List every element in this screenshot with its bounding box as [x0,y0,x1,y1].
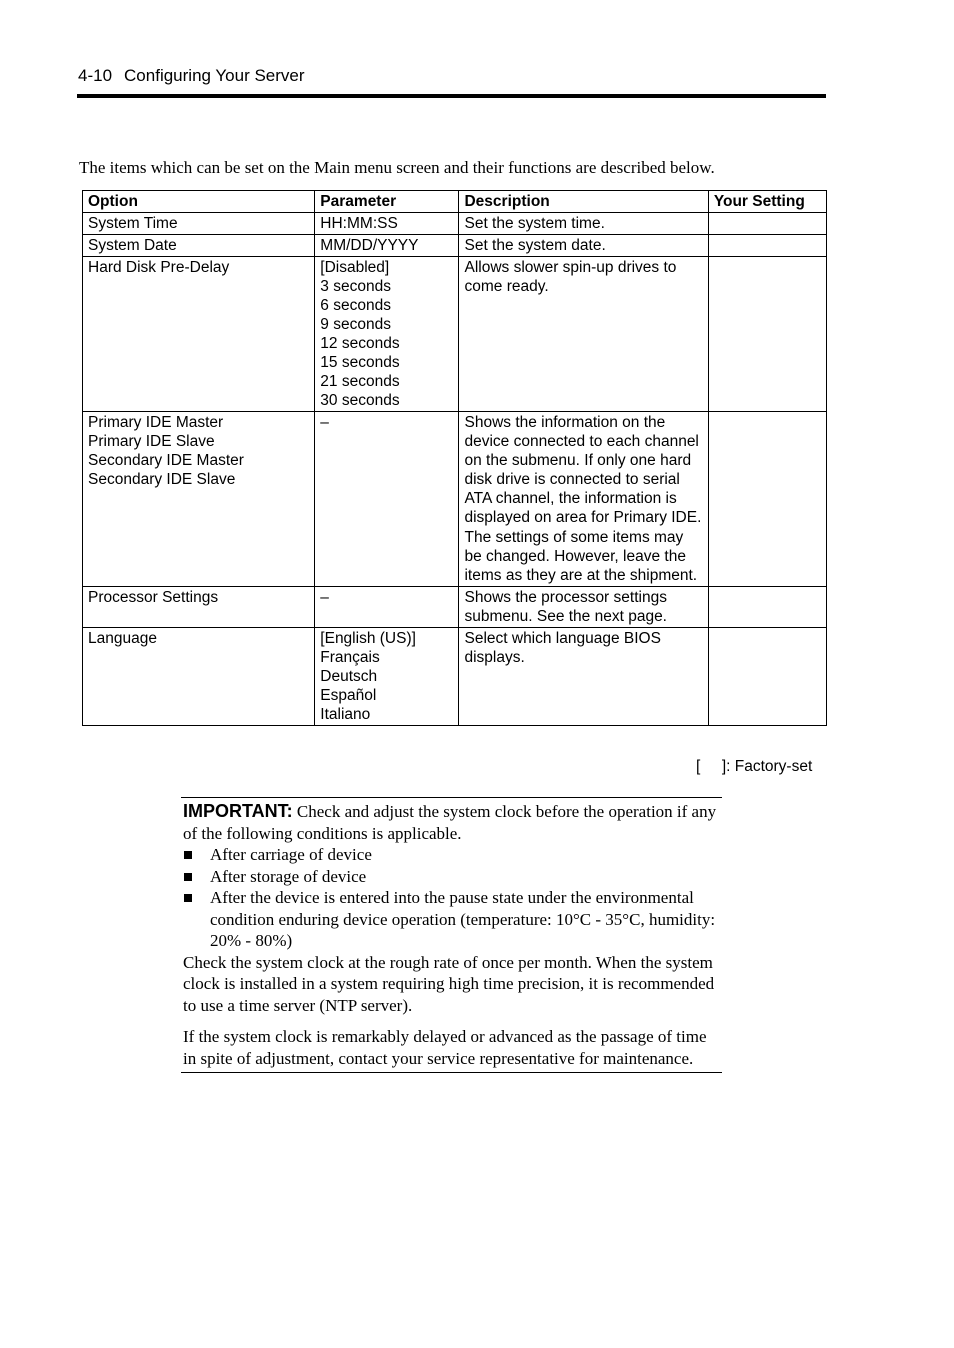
header-rule [77,94,826,98]
factory-set-legend: [ ]: Factory-set [696,758,813,775]
parameter-cell-text: HH:MM:SS [320,215,398,232]
table-row [83,257,827,412]
option-cell-text: Language [88,630,157,647]
option-cell-text: Secondary IDE Slave [88,471,236,488]
option-cell-text: Processor Settings [88,589,219,606]
parameter-cell-text: 21 seconds [320,373,400,390]
your-setting-cell [708,257,826,412]
parameter-cell-text: 15 seconds [320,354,400,371]
parameter-cell-text: Español [320,687,377,704]
parameter-cell [315,587,459,628]
list-item: After carriage of device [183,844,722,866]
header-parameter: Parameter [315,191,459,213]
your-setting-cell [708,587,826,628]
option-cell-text: Hard Disk Pre-Delay [88,259,230,276]
important-lead-text: Check and adjust the system clock before the operation if any of the following conditions is applicable. [183,802,717,843]
option-cell [83,412,315,587]
your-setting-cell [708,235,826,257]
option-cell-text: System Date [88,237,177,254]
parameter-cell [315,213,459,235]
table-row [83,213,827,235]
option-cell [83,213,315,235]
description-cell-text: Shows the information on the device connected to each channel on the submenu. If only one hard disk drive is connected to serial ATA channel, the information is displayed on area for Primary IDE. [464,414,702,526]
important-conditions-list [183,844,722,952]
header-your-setting: Your Setting [708,191,826,213]
page-number: 4-10 [78,66,113,85]
important-paragraph-contact: If the system clock is remarkably delayed or advanced as the passage of time in spite of adjustment, contact your service representative for maintenance. [183,1027,707,1068]
description-cell [459,257,708,412]
main-menu-options-table [82,190,827,726]
parameter-cell-text: 6 seconds [320,297,391,314]
option-cell [83,235,315,257]
parameter-cell [315,257,459,412]
parameter-cell-text: – [320,414,329,431]
list-item: After the device is entered into the pause state under the environmental condition enduring device operation (temperature: 10°C - 35°C, humidity: 20% - 80%) [183,887,722,952]
option-cell-text: Primary IDE Master [88,414,224,431]
square-bullet-icon [184,851,192,859]
description-cell [459,235,708,257]
table-row [83,412,827,587]
description-cell-text: Set the system date. [464,237,606,254]
parameter-cell-text: Deutsch [320,668,378,685]
important-paragraph-check: Check the system clock at the rough rate of once per month. When the system clock is installed in a system requiring high time precision, it is recommended to use a time server (NTP server). [183,952,715,1015]
parameter-cell-text: Italiano [320,706,371,723]
description-cell [459,587,708,628]
parameter-cell-text: Français [320,649,380,666]
your-setting-cell [708,412,826,587]
option-cell [83,587,315,628]
intro-text: The items which can be set on the Main menu screen and their functions are described below. [79,158,715,177]
important-notice [181,797,722,1073]
parameter-cell-text: – [320,589,329,606]
option-cell-text: Secondary IDE Master [88,452,244,469]
header-option: Option [83,191,315,213]
page-header [78,66,305,86]
table-row [83,235,827,257]
parameter-cell-text: [English (US)] [320,630,416,647]
square-bullet-icon [184,894,192,902]
option-cell [83,257,315,412]
option-cell [83,628,315,726]
parameter-cell-text: 30 seconds [320,392,400,409]
description-cell-text: Allows slower spin-up drives to come ready. [464,259,677,295]
parameter-cell-text: 9 seconds [320,316,391,333]
option-cell-text: System Time [88,215,178,232]
header-description: Description [459,191,708,213]
chapter-title: Configuring Your Server [124,66,305,85]
option-cell-text: Primary IDE Slave [88,433,215,450]
description-cell [459,213,708,235]
important-label: IMPORTANT: [183,801,293,821]
parameter-cell [315,235,459,257]
parameter-cell-text: MM/DD/YYYY [320,237,419,254]
parameter-cell-text: 12 seconds [320,335,400,352]
parameter-cell [315,412,459,587]
description-cell-text: Set the system time. [464,215,605,232]
parameter-cell-text: [Disabled] [320,259,390,276]
description-cell [459,628,708,726]
table-row [83,587,827,628]
table-row [83,628,827,726]
parameter-cell [315,628,459,726]
description-cell-text: Select which language BIOS displays. [464,630,661,666]
description-cell-text: Shows the processor settings submenu. See the next page. [464,589,667,625]
square-bullet-icon [184,873,192,881]
table-body [83,213,827,726]
important-lead [183,801,722,844]
your-setting-cell [708,213,826,235]
description-cell [459,412,708,587]
list-item: After storage of device [183,866,722,888]
your-setting-cell [708,628,826,726]
description-cell-text: The settings of some items may be changed. However, leave the items as they are at the shipment. [464,529,698,584]
parameter-cell-text: 3 seconds [320,278,391,295]
table-header-row [83,191,827,213]
